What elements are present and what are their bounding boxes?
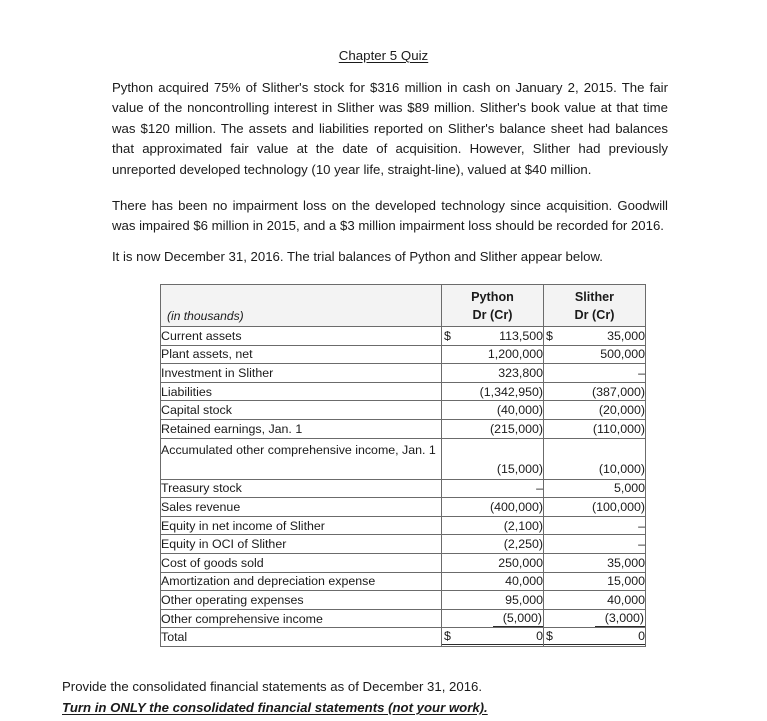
cell-python xyxy=(442,327,544,346)
cell-slither xyxy=(544,364,646,383)
intro-paragraph-3: It is now December 31, 2016. The trial balances of Python and Slither appear below. xyxy=(112,249,603,264)
table-row xyxy=(161,345,646,364)
cell-value: 1,200,000 xyxy=(487,347,543,362)
table-header-row xyxy=(161,285,646,327)
cell-total-slither xyxy=(544,628,646,647)
table-row xyxy=(161,401,646,420)
cell-value: (400,000) xyxy=(489,499,543,514)
cell-value: – xyxy=(638,518,645,533)
cell-slither xyxy=(544,609,646,628)
cell-slither xyxy=(544,419,646,438)
row-label: Amortization and depreciation expense xyxy=(161,572,442,591)
cell-value: (10,000) xyxy=(598,461,645,476)
cell-value: (215,000) xyxy=(489,421,543,436)
cell-value: – xyxy=(638,365,645,380)
row-label: Other operating expenses xyxy=(161,591,442,610)
column-header-slither-name: Slither xyxy=(574,289,615,304)
cell-value: 250,000 xyxy=(498,555,543,570)
instruction-line-2-text: Turn in ONLY the consolidated financial statements (not your work). xyxy=(62,700,488,715)
row-label: Capital stock xyxy=(161,401,442,420)
cell-value: 35,000 xyxy=(607,328,645,343)
instruction-line-2 xyxy=(62,697,662,718)
cell-value: (2,250) xyxy=(503,537,543,552)
table-row xyxy=(161,609,646,628)
currency-symbol: $ xyxy=(444,328,451,343)
instructions-block xyxy=(62,676,662,718)
cell-slither xyxy=(544,345,646,364)
cell-value: 35,000 xyxy=(607,555,645,570)
table-row xyxy=(161,419,646,438)
table-body xyxy=(161,327,646,647)
cell-python xyxy=(442,401,544,420)
cell-python xyxy=(442,364,544,383)
table-row xyxy=(161,327,646,346)
units-header-cell xyxy=(161,285,442,327)
cell-slither xyxy=(544,401,646,420)
cell-value: 113,500 xyxy=(499,328,543,343)
cell-slither xyxy=(544,382,646,401)
cell-python xyxy=(442,382,544,401)
column-header-slither-subtitle: Dr (Cr) xyxy=(574,307,615,322)
currency-symbol: $ xyxy=(546,629,553,644)
page-title xyxy=(0,47,767,64)
table-total-row xyxy=(161,628,646,647)
cell-value: (20,000) xyxy=(598,403,645,418)
table-row xyxy=(161,438,646,479)
cell-python xyxy=(442,572,544,591)
cell-slither xyxy=(544,438,646,479)
table-row xyxy=(161,591,646,610)
currency-symbol: $ xyxy=(546,328,553,343)
ruled-value: (5,000) xyxy=(493,611,543,627)
cell-value: 15,000 xyxy=(607,574,645,589)
cell-python xyxy=(442,498,544,517)
cell-slither xyxy=(544,535,646,554)
row-label: Retained earnings, Jan. 1 xyxy=(161,419,442,438)
cell-python xyxy=(442,419,544,438)
cell-value: (40,000) xyxy=(496,403,543,418)
row-label: Treasury stock xyxy=(161,479,442,498)
table-row xyxy=(161,553,646,572)
instruction-line-1: Provide the consolidated financial statements as of December 31, 2016. xyxy=(62,679,483,694)
column-header-python-name: Python xyxy=(471,289,514,304)
column-header-python-subtitle: Dr (Cr) xyxy=(472,307,513,322)
table-header xyxy=(161,285,646,327)
cell-value: (2,100) xyxy=(503,518,543,533)
cell-value: 323,800 xyxy=(498,365,543,380)
row-label: Liabilities xyxy=(161,382,442,401)
cell-slither xyxy=(544,327,646,346)
cell-value: (100,000) xyxy=(591,499,645,514)
cell-slither xyxy=(544,572,646,591)
cell-value: – xyxy=(536,481,543,496)
cell-value: – xyxy=(638,537,645,552)
column-header-slither xyxy=(544,285,646,327)
table-row xyxy=(161,479,646,498)
intro-paragraph-2: There has been no impairment loss on the developed technology since acquisition. Goodwill was impaired $6 million in 2015, and a $3 million impairment loss should be recorded for 2016. xyxy=(112,198,668,234)
row-label: Cost of goods sold xyxy=(161,553,442,572)
cell-python xyxy=(442,345,544,364)
currency-symbol: $ xyxy=(444,629,451,644)
cell-value: (110,000) xyxy=(592,421,645,436)
row-label: Equity in OCI of Slither xyxy=(161,535,442,554)
cell-value: 500,000 xyxy=(600,347,645,362)
cell-python xyxy=(442,591,544,610)
intro-paragraph-1: Python acquired 75% of Slither's stock for $316 million in cash on January 2, 2015. The fair value of the noncontrolling interest in Slither was $89 million. Slither's book value at that time was $120 million. The assets and liabilities reported on Slither's balance sheet had balances that approximated fair value at the date of acquisition. However, Slither had previously unreported developed technology (10 year life, straight-line), valued at $40 million. xyxy=(112,80,668,177)
cell-total-python xyxy=(442,628,544,647)
row-label: Other comprehensive income xyxy=(161,609,442,628)
table-row xyxy=(161,516,646,535)
table-row xyxy=(161,498,646,517)
table-row xyxy=(161,535,646,554)
trial-balance-table xyxy=(160,284,646,647)
cell-python xyxy=(442,553,544,572)
cell-python xyxy=(442,438,544,479)
cell-value: 0 xyxy=(536,629,543,644)
cell-python xyxy=(442,479,544,498)
cell-value: 40,000 xyxy=(607,592,645,607)
cell-python xyxy=(442,535,544,554)
total-row-label: Total xyxy=(161,628,442,647)
cell-value: (1,342,950) xyxy=(479,384,543,399)
cell-value: (387,000) xyxy=(591,384,645,399)
row-label: Accumulated other comprehensive income, Jan. 1 xyxy=(161,438,442,479)
ruled-value: (3,000) xyxy=(595,611,645,627)
cell-slither xyxy=(544,479,646,498)
units-note: (in thousands) xyxy=(167,309,244,323)
column-header-python xyxy=(442,285,544,327)
cell-slither xyxy=(544,516,646,535)
row-label: Investment in Slither xyxy=(161,364,442,383)
cell-value: 0 xyxy=(638,629,645,644)
cell-python xyxy=(442,609,544,628)
cell-value: 95,000 xyxy=(505,592,543,607)
total-value-wrapper xyxy=(442,629,543,645)
cell-python xyxy=(442,516,544,535)
row-label: Sales revenue xyxy=(161,498,442,517)
table-row xyxy=(161,572,646,591)
page-title-text: Chapter 5 Quiz xyxy=(338,48,429,63)
total-value-wrapper xyxy=(544,629,645,645)
table-row xyxy=(161,364,646,383)
cell-value: 40,000 xyxy=(505,574,543,589)
cell-slither xyxy=(544,553,646,572)
cell-value: 5,000 xyxy=(613,481,645,496)
row-label: Plant assets, net xyxy=(161,345,442,364)
cell-slither xyxy=(544,591,646,610)
row-label: Current assets xyxy=(161,327,442,346)
table-row xyxy=(161,382,646,401)
row-label: Equity in net income of Slither xyxy=(161,516,442,535)
cell-slither xyxy=(544,498,646,517)
cell-value: (15,000) xyxy=(496,461,543,476)
